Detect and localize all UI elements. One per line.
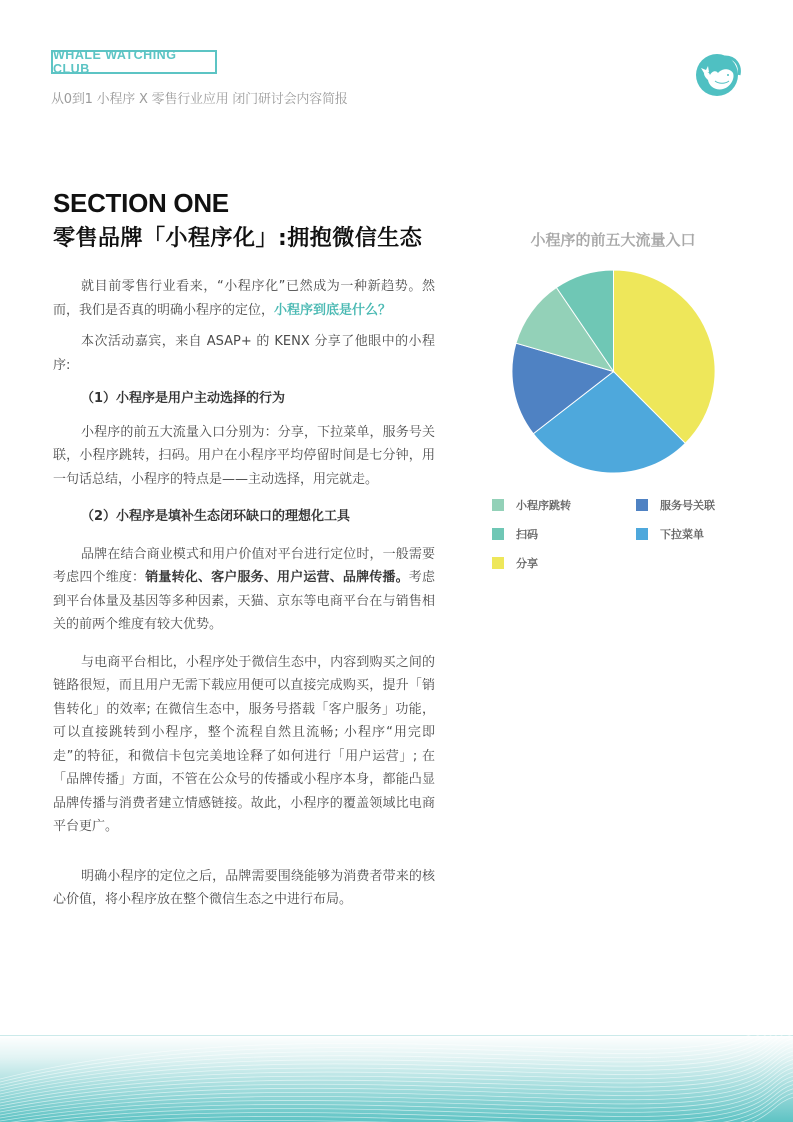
- dimensions-bold: 销量转化、客户服务、用户运营、品牌传播。: [145, 570, 409, 585]
- legend-swatch: [492, 499, 504, 511]
- highlight-question: 小程序到底是什么？: [274, 302, 392, 318]
- legend-label: 小程序跳转: [516, 499, 571, 512]
- paragraph-conclusion: 明确小程序的定位之后，品牌需要围绕能够为消费者带来的核心价值，将小程序放在整个微信生态之中进行布局。: [53, 868, 435, 907]
- pie-chart: [510, 268, 717, 475]
- legend-swatch: [492, 557, 504, 569]
- legend-label: 分享: [516, 557, 538, 570]
- dimensions-text: 品牌在结合商业模式和用户价值对平台进行定位时，一般需要考虑四个维度：: [53, 546, 435, 585]
- subheading-1: （1）小程序是用户主动选择的行为: [81, 391, 286, 406]
- legend-item: [492, 497, 571, 513]
- legend-label: 扫码: [516, 528, 538, 541]
- chart-title: 小程序的前五大流量入口: [530, 231, 696, 249]
- document-subtitle: 从0到1 小程序 X 零售行业应用 闭门研讨会内容简报: [51, 92, 348, 107]
- legend-item: [636, 526, 704, 542]
- paragraph-traffic: 小程序的前五大流量入口分别为：分享，下拉菜单，服务号关联，小程序跳转，扫码。用户在小程序平均停留时间是七分钟，用一句话总结，小程序的特点是——主动选择，用完就走。: [53, 424, 435, 487]
- legend-item: [492, 526, 538, 542]
- club-badge: WHALE WATCHING CLUB: [51, 50, 217, 74]
- legend-label: 服务号关联: [660, 499, 715, 512]
- legend-swatch: [636, 499, 648, 511]
- dimensions-text-2: 考虑到平台体量及基因等多种因素，天猫、京东等电商平台在与销售相关的前两个维度有较大优势。: [53, 570, 435, 632]
- legend-item: [492, 555, 538, 571]
- paragraph-intro: [53, 275, 435, 322]
- legend-label: 下拉菜单: [660, 528, 704, 541]
- legend-swatch: [636, 528, 648, 540]
- legend-item: [636, 497, 715, 513]
- whale-logo-icon: [695, 51, 741, 97]
- subheading-2: （2）小程序是填补生态闭环缺口的理想化工具: [81, 509, 351, 524]
- intro-text: 就目前零售行业看来，“小程序化”已然成为一种新趋势。然而，我们是否真的明确小程序的定位，: [53, 279, 435, 318]
- article-body: [53, 275, 435, 912]
- paragraph-guest: 本次活动嘉宾，来自 ASAP+ 的 KENX 分享了他眼中的小程序:: [53, 334, 435, 373]
- paragraph-comparison: 与电商平台相比，小程序处于微信生态中，内容到购买之间的链路很短，而且用户无需下载应用便可以直接完成购买，提升「销售转化」的效率; 在微信生态中，服务号搭载「客户服务」功能，可以直接跳转到小程序，整个流程自然且流畅; 小程序“用完即走”的特征，和微信卡包完美地诠释了如何进行「用户运营」; 在「品牌传播」方面，不管在公众号的传播或小程序本身，都能凸显品牌传播与消费者建立情感链接。故此，小程序的覆盖领域比电商平台更广。: [53, 654, 435, 834]
- paragraph-dimensions: [53, 543, 435, 637]
- legend-swatch: [492, 528, 504, 540]
- wave-footer-decoration: [0, 1035, 793, 1122]
- section-title: 零售品牌「小程序化」:拥抱微信生态: [53, 226, 423, 251]
- section-label: SECTION ONE: [53, 188, 229, 218]
